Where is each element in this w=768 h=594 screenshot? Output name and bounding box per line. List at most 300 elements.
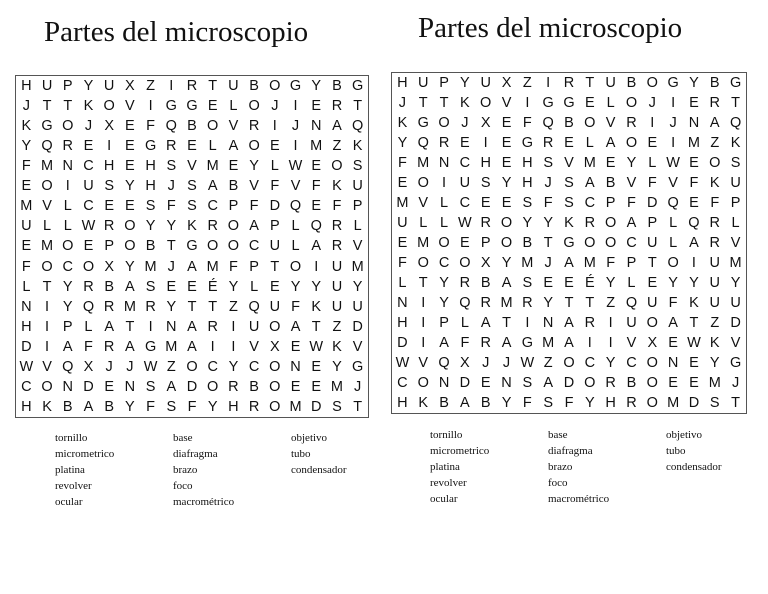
grid-letter: M xyxy=(165,338,178,355)
grid-letter: F xyxy=(311,178,321,195)
grid-letter: S xyxy=(564,195,574,211)
grid-letter: Y xyxy=(605,275,616,291)
grid-letter: B xyxy=(228,178,239,195)
grid-letter: Y xyxy=(332,358,342,375)
grid-letter: B xyxy=(62,398,73,415)
grid-letter: I xyxy=(421,335,426,351)
word-column-2-right xyxy=(548,427,666,507)
grid-letter: L xyxy=(398,275,407,291)
grid-letter: E xyxy=(689,375,699,391)
grid-letter: I xyxy=(546,75,551,91)
grid-letter: I xyxy=(272,118,277,135)
grid-letter: D xyxy=(310,398,322,415)
word-item: platina xyxy=(55,464,85,476)
grid-letter: E xyxy=(187,138,197,155)
grid-letter: C xyxy=(207,358,218,375)
word-item: micrometrico xyxy=(55,448,115,460)
grid-letter: Q xyxy=(417,135,429,151)
grid-letter: T xyxy=(353,98,363,115)
grid-letter: Y xyxy=(62,278,73,295)
grid-letter: K xyxy=(709,175,720,191)
grid-letter: E xyxy=(397,235,408,251)
grid-letter: F xyxy=(522,115,532,131)
grid-letter: T xyxy=(585,75,595,91)
grid-letter: U xyxy=(647,295,658,311)
grid-letter: C xyxy=(397,375,408,391)
grid-letter: G xyxy=(521,335,533,351)
grid-letter: P xyxy=(626,255,637,271)
grid-letter: T xyxy=(502,315,511,331)
grid-letter: N xyxy=(438,375,450,391)
word-item: micrometrico xyxy=(430,445,490,457)
grid-letter: K xyxy=(418,395,429,411)
grid-letter: Y xyxy=(689,75,699,91)
grid-letter: W xyxy=(19,358,34,375)
grid-letter: P xyxy=(647,215,658,231)
grid-letter: O xyxy=(227,238,240,255)
grid-letter: I xyxy=(525,95,530,111)
grid-letter: E xyxy=(125,198,135,215)
grid-letter: O xyxy=(646,355,658,371)
grid-letter: O xyxy=(269,78,281,95)
grid-letter: J xyxy=(291,118,300,135)
grid-letter: F xyxy=(647,175,657,191)
grid-letter: C xyxy=(584,195,596,211)
grid-letter: C xyxy=(83,158,94,175)
grid-letter: Q xyxy=(438,355,450,371)
grid-letter: F xyxy=(291,298,300,315)
grid-letter: A xyxy=(83,398,94,415)
grid-letter: T xyxy=(439,95,449,111)
grid-letter: P xyxy=(439,75,449,91)
grid-letter: Y xyxy=(730,275,741,291)
grid-letter: U xyxy=(331,298,343,315)
grid-letter: W xyxy=(81,218,96,235)
grid-letter: K xyxy=(42,398,52,415)
grid-letter: T xyxy=(418,95,428,111)
grid-letter: E xyxy=(269,138,280,155)
grid-letter: T xyxy=(63,98,73,115)
grid-letter: M xyxy=(417,155,430,171)
grid-letter: E xyxy=(104,378,114,395)
grid-letter: A xyxy=(249,218,259,235)
grid-letter: E xyxy=(311,358,322,375)
grid-letter: E xyxy=(125,138,135,155)
grid-letter: B xyxy=(626,375,637,391)
word-column-2-left xyxy=(173,430,291,510)
grid-letter: R xyxy=(103,298,115,315)
grid-letter: E xyxy=(647,135,658,151)
grid-letter: M xyxy=(417,235,430,251)
grid-letter: X xyxy=(480,255,491,271)
grid-letter: K xyxy=(564,215,574,231)
grid-letter: B xyxy=(104,278,114,295)
grid-letter: O xyxy=(625,95,638,111)
grid-letter: F xyxy=(228,258,238,275)
word-item: macrométrico xyxy=(548,493,610,505)
grid-letter: F xyxy=(21,158,31,175)
grid-letter: A xyxy=(668,315,678,331)
grid-letter: D xyxy=(647,195,658,211)
grid-letter: X xyxy=(460,355,470,371)
grid-letter: Y xyxy=(668,275,678,291)
grid-letter: V xyxy=(187,158,197,175)
grid-letter: L xyxy=(291,238,300,255)
grid-letter: S xyxy=(187,178,197,195)
grid-letter: B xyxy=(332,78,342,95)
grid-letter: E xyxy=(543,275,553,291)
grid-letter: H xyxy=(145,158,156,175)
grid-letter: C xyxy=(248,358,260,375)
grid-letter: V xyxy=(730,335,741,351)
grid-letter: P xyxy=(104,238,114,255)
word-item: objetivo xyxy=(291,432,328,444)
word-item: brazo xyxy=(548,461,573,473)
grid-letter: J xyxy=(126,358,134,375)
grid-letter: I xyxy=(421,295,426,311)
grid-letter: D xyxy=(730,315,741,331)
grid-letter: R xyxy=(207,218,218,235)
grid-letter: R xyxy=(186,78,198,95)
grid-letter: E xyxy=(311,378,322,395)
grid-letter: H xyxy=(605,395,616,411)
grid-letter: M xyxy=(330,378,343,395)
grid-letter: R xyxy=(459,275,471,291)
grid-letter: O xyxy=(62,118,74,135)
word-item: foco xyxy=(548,477,568,489)
grid-letter: D xyxy=(688,395,700,411)
grid-letter: U xyxy=(248,318,260,335)
grid-letter: Q xyxy=(542,115,554,131)
grid-letter: E xyxy=(21,178,32,195)
grid-letter: W xyxy=(520,355,535,371)
grid-letter: O xyxy=(41,378,53,395)
word-column-1-left xyxy=(55,430,173,510)
word-item: base xyxy=(548,429,568,441)
grid-letter: M xyxy=(396,195,409,211)
grid-letter: A xyxy=(104,318,114,335)
grid-letter: Y xyxy=(125,178,135,195)
grid-letter: W xyxy=(395,355,410,371)
grid-letter: R xyxy=(709,95,720,111)
grid-letter: I xyxy=(483,135,488,151)
grid-letter: F xyxy=(710,195,720,211)
grid-letter: D xyxy=(459,375,471,391)
grid-letter: F xyxy=(460,335,470,351)
grid-letter: C xyxy=(459,155,471,171)
grid-letter: L xyxy=(22,278,31,295)
grid-letter: V xyxy=(418,195,429,211)
grid-letter: E xyxy=(647,275,658,291)
grid-letter: I xyxy=(671,135,676,151)
grid-letter: C xyxy=(626,235,637,251)
grid-letter: X xyxy=(501,75,512,91)
grid-letter: G xyxy=(563,95,575,111)
grid-letter: K xyxy=(83,98,94,115)
grid-letter: É xyxy=(584,275,595,291)
grid-letter: H xyxy=(522,155,533,171)
grid-letter: G xyxy=(542,95,554,111)
grid-letter: M xyxy=(729,255,742,271)
grid-letter: J xyxy=(167,258,175,275)
grid-letter: X xyxy=(104,118,114,135)
grid-letter: O xyxy=(269,378,281,395)
grid-letter: T xyxy=(311,318,321,335)
grid-letter: M xyxy=(542,335,555,351)
grid-letter: A xyxy=(543,375,553,391)
grid-letter: U xyxy=(331,258,343,275)
grid-letter: W xyxy=(687,335,701,351)
grid-letter: A xyxy=(584,175,595,191)
grid-letter: J xyxy=(354,378,362,395)
grid-letter: Z xyxy=(606,295,616,311)
grid-letter: L xyxy=(43,218,52,235)
grid-letter: F xyxy=(332,198,342,215)
grid-letter: S xyxy=(187,198,197,215)
word-item: base xyxy=(173,432,193,444)
grid-letter: S xyxy=(480,175,491,191)
grid-letter: Q xyxy=(62,358,74,375)
grid-letter: F xyxy=(606,255,616,271)
grid-letter: E xyxy=(668,375,678,391)
grid-letter: O xyxy=(500,235,513,251)
grid-letter: I xyxy=(442,175,447,191)
grid-letter: A xyxy=(207,178,218,195)
grid-letter: B xyxy=(605,175,616,191)
grid-letter: O xyxy=(646,375,658,391)
grid-letter: E xyxy=(290,338,301,355)
grid-letter: S xyxy=(145,278,156,295)
grid-letter: R xyxy=(331,238,343,255)
word-column-3-left xyxy=(291,430,391,510)
grid-letter: E xyxy=(83,238,94,255)
grid-letter: R xyxy=(62,138,73,155)
grid-letter: L xyxy=(669,215,678,231)
grid-letter: E xyxy=(397,175,408,191)
grid-letter: H xyxy=(145,178,156,195)
grid-letter: B xyxy=(564,115,574,131)
grid-letter: H xyxy=(522,175,533,191)
grid-letter: L xyxy=(648,155,657,171)
grid-letter: R xyxy=(207,318,218,335)
grid-letter: U xyxy=(626,315,637,331)
grid-letter: K xyxy=(709,335,720,351)
grid-letter: R xyxy=(480,335,491,351)
grid-letter: S xyxy=(522,195,533,211)
grid-letter: U xyxy=(605,75,616,91)
grid-letter: O xyxy=(269,318,281,335)
grid-letter: F xyxy=(166,198,176,215)
grid-letter: K xyxy=(311,298,322,315)
grid-letter: H xyxy=(103,158,115,175)
grid-letter: S xyxy=(730,155,741,171)
grid-letter: I xyxy=(45,338,50,355)
grid-letter: G xyxy=(186,238,198,255)
grid-letter: M xyxy=(289,398,302,415)
grid-letter: B xyxy=(249,78,259,95)
grid-letter: R xyxy=(228,378,239,395)
grid-letter: E xyxy=(228,158,239,175)
grid-letter: I xyxy=(210,338,215,355)
grid-letter: E xyxy=(207,98,218,115)
grid-letter: M xyxy=(583,155,596,171)
grid-letter: R xyxy=(584,315,596,331)
grid-letter: T xyxy=(208,298,218,315)
grid-letter: J xyxy=(271,98,279,115)
grid-letter: K xyxy=(21,118,32,135)
grid-letter: Z xyxy=(522,75,532,91)
grid-letter: Y xyxy=(501,255,512,271)
grid-letter: G xyxy=(352,78,364,95)
grid-letter: M xyxy=(583,255,596,271)
grid-letter: O xyxy=(438,235,450,251)
grid-letter: O xyxy=(584,235,596,251)
grid-letter: A xyxy=(689,235,699,251)
grid-letter: V xyxy=(352,238,363,255)
word-item: condensador xyxy=(666,461,722,473)
grid-letter: H xyxy=(21,78,32,95)
grid-letter: U xyxy=(103,78,115,95)
grid-letter: W xyxy=(143,358,158,375)
grid-letter: E xyxy=(501,115,512,131)
grid-letter: Y xyxy=(166,218,177,235)
grid-letter: Y xyxy=(290,278,301,295)
grid-letter: A xyxy=(166,378,177,395)
grid-letter: Y xyxy=(543,215,553,231)
grid-letter: H xyxy=(21,318,32,335)
grid-letter: C xyxy=(584,355,596,371)
grid-letter: Y xyxy=(501,175,512,191)
grid-letter: V xyxy=(228,118,239,135)
grid-letter: I xyxy=(231,338,236,355)
grid-letter: L xyxy=(250,278,259,295)
grid-letter: C xyxy=(62,258,73,275)
grid-letter: M xyxy=(41,158,54,175)
grid-letter: K xyxy=(332,338,342,355)
grid-letter: Q xyxy=(310,218,322,235)
grid-letter: C xyxy=(248,238,260,255)
word-item: diafragma xyxy=(548,445,593,457)
grid-letter: Y xyxy=(83,78,94,95)
grid-letter: S xyxy=(352,158,363,175)
grid-letter: E xyxy=(125,158,135,175)
grid-letter: E xyxy=(501,155,512,171)
grid-letter: U xyxy=(647,235,658,251)
grid-letter: L xyxy=(270,158,279,175)
word-item: condensador xyxy=(291,464,347,476)
grid-letter: P xyxy=(228,198,239,215)
grid-letter: G xyxy=(729,355,742,371)
grid-letter: B xyxy=(104,398,114,415)
grid-letter: V xyxy=(249,338,259,355)
grid-letter: F xyxy=(689,175,699,191)
word-item: platina xyxy=(430,461,460,473)
grid-letter: O xyxy=(709,155,721,171)
grid-letter: N xyxy=(667,355,679,371)
letter-grid-left xyxy=(15,75,369,418)
grid-letter: T xyxy=(647,255,657,271)
grid-letter: S xyxy=(104,178,114,195)
grid-letter: S xyxy=(166,158,177,175)
grid-letter: A xyxy=(564,315,574,331)
word-item: ocular xyxy=(55,496,83,508)
grid-letter: B xyxy=(709,75,720,91)
grid-letter: L xyxy=(440,195,449,211)
grid-letter: D xyxy=(83,378,94,395)
grid-letter: K xyxy=(730,135,741,151)
grid-letter: P xyxy=(730,195,741,211)
grid-letter: K xyxy=(352,138,363,155)
grid-letter: Y xyxy=(584,395,595,411)
grid-letter: L xyxy=(63,198,72,215)
grid-letter: O xyxy=(227,218,240,235)
grid-letter: Y xyxy=(21,138,32,155)
grid-letter: I xyxy=(45,318,50,335)
grid-letter: Q xyxy=(352,118,364,135)
grid-letter: O xyxy=(500,215,513,231)
grid-letter: I xyxy=(65,178,70,195)
grid-letter: V xyxy=(125,98,135,115)
word-item: ocular xyxy=(430,493,458,505)
grid-letter: E xyxy=(187,278,197,295)
grid-letter: Q xyxy=(729,115,742,131)
grid-letter: R xyxy=(709,235,720,251)
grid-letter: V xyxy=(352,338,363,355)
grid-letter: M xyxy=(708,375,721,391)
word-list-left xyxy=(55,430,391,510)
grid-letter: B xyxy=(439,395,449,411)
grid-letter: O xyxy=(207,238,219,255)
grid-letter: W xyxy=(288,158,303,175)
grid-letter: O xyxy=(207,378,219,395)
grid-letter: T xyxy=(564,295,574,311)
grid-letter: R xyxy=(605,375,616,391)
grid-letter: M xyxy=(667,395,680,411)
grid-letter: I xyxy=(293,98,298,115)
grid-letter: A xyxy=(564,255,574,271)
grid-letter: T xyxy=(187,298,197,315)
grid-letter: Y xyxy=(311,78,322,95)
grid-letter: A xyxy=(187,318,197,335)
grid-letter: Z xyxy=(710,315,720,331)
word-item: objetivo xyxy=(666,429,703,441)
grid-letter: M xyxy=(206,258,219,275)
grid-letter: R xyxy=(248,398,260,415)
word-item: tornillo xyxy=(430,429,463,441)
grid-letter: F xyxy=(146,118,156,135)
grid-letter: O xyxy=(186,358,198,375)
grid-letter: T xyxy=(125,318,135,335)
grid-letter: V xyxy=(290,178,301,195)
grid-letter: S xyxy=(145,198,156,215)
grid-letter: P xyxy=(62,318,73,335)
grid-letter: K xyxy=(460,95,470,111)
grid-letter: E xyxy=(311,198,322,215)
grid-letter: A xyxy=(187,258,197,275)
grid-letter: Y xyxy=(207,398,218,415)
grid-letter: J xyxy=(731,375,740,391)
grid-letter: R xyxy=(626,395,637,411)
word-item: revolver xyxy=(55,480,92,492)
grid-letter: V xyxy=(418,355,429,371)
grid-letter: R xyxy=(166,138,177,155)
grid-letter: F xyxy=(543,195,553,211)
grid-letter: V xyxy=(42,358,52,375)
grid-letter: U xyxy=(480,75,491,91)
grid-letter: Q xyxy=(165,118,177,135)
grid-letter: F xyxy=(668,295,678,311)
grid-letter: U xyxy=(21,218,32,235)
